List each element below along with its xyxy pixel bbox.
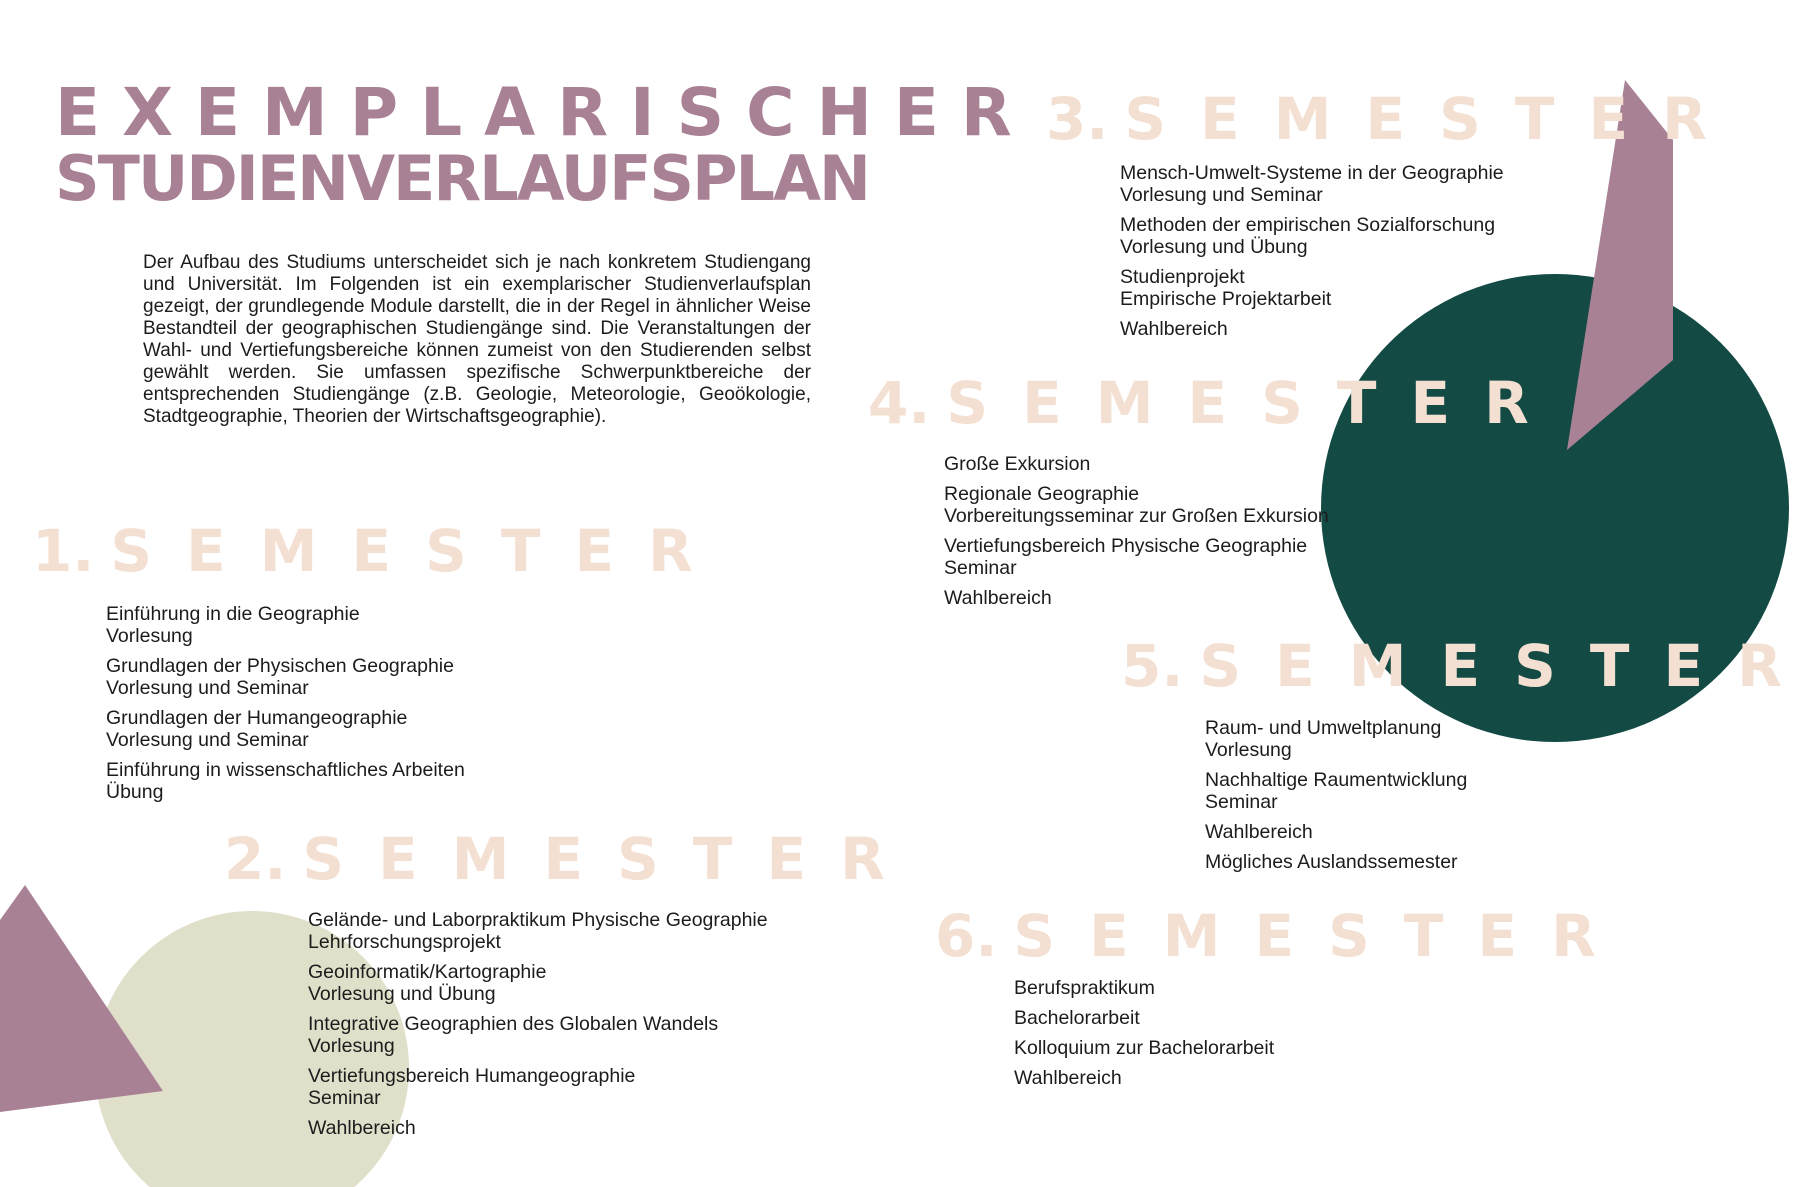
course-type: Vorlesung und Seminar bbox=[106, 677, 309, 699]
course-item bbox=[1014, 977, 1274, 999]
semester-3-heading bbox=[1046, 85, 1741, 153]
course-item bbox=[1120, 318, 1504, 340]
course-type: Lehrforschungsprojekt bbox=[308, 931, 501, 953]
course-item bbox=[1205, 821, 1467, 843]
page-title-line-2: STUDIENVERLAUFSPLAN bbox=[55, 142, 869, 215]
course-item bbox=[1120, 266, 1504, 310]
course-type: Seminar bbox=[308, 1087, 381, 1109]
course-title: Berufspraktikum bbox=[1014, 977, 1155, 999]
course-item bbox=[308, 1013, 768, 1057]
course-type: Empirische Projektarbeit bbox=[1120, 288, 1332, 310]
semester-label: SEMESTER bbox=[1013, 902, 1630, 970]
semester-6-course-list bbox=[1014, 977, 1274, 1097]
course-title: Mögliches Auslandssemester bbox=[1205, 851, 1458, 873]
course-title: Raum- und Umweltplanung bbox=[1205, 717, 1442, 739]
semester-label: SEMESTER bbox=[302, 825, 919, 893]
semester-3-course-list bbox=[1120, 162, 1504, 348]
semester-5-course-list bbox=[1205, 717, 1467, 881]
semester-number: 6. bbox=[935, 902, 998, 970]
course-item bbox=[1014, 1007, 1274, 1029]
page-title-line-1: EXEMPLARISCHER bbox=[55, 74, 1034, 151]
course-type: Seminar bbox=[1205, 791, 1278, 813]
course-item bbox=[1205, 769, 1467, 813]
course-item bbox=[106, 603, 465, 647]
course-title: Einführung in die Geographie bbox=[106, 603, 360, 625]
course-title: Gelände- und Laborpraktikum Physische Geographie bbox=[308, 909, 768, 931]
course-title: Nachhaltige Raumentwicklung bbox=[1205, 769, 1468, 791]
course-title: Methoden der empirischen Sozialforschung bbox=[1120, 214, 1496, 236]
semester-label: SEMESTER bbox=[946, 369, 1563, 437]
course-item bbox=[308, 961, 768, 1005]
course-item bbox=[1014, 1037, 1274, 1059]
course-title: Wahlbereich bbox=[1205, 821, 1313, 843]
semester-2-course-list bbox=[308, 909, 768, 1147]
semester-1-heading bbox=[32, 517, 727, 585]
semester-number: 4. bbox=[868, 369, 931, 437]
semester-4-heading bbox=[868, 369, 1563, 437]
course-type: Vorlesung und Übung bbox=[308, 983, 496, 1005]
semester-label: SEMESTER bbox=[1199, 632, 1816, 700]
course-item bbox=[308, 909, 768, 953]
semester-label: SEMESTER bbox=[1124, 85, 1741, 153]
course-title: Kolloquium zur Bachelorarbeit bbox=[1014, 1037, 1275, 1059]
course-item bbox=[308, 1065, 768, 1109]
course-title: Wahlbereich bbox=[1014, 1067, 1122, 1089]
course-item bbox=[106, 655, 465, 699]
course-item bbox=[944, 483, 1329, 527]
course-title: Regionale Geographie bbox=[944, 483, 1140, 505]
course-type: Vorlesung bbox=[106, 625, 193, 647]
semester-label: SEMESTER bbox=[110, 517, 727, 585]
course-title: Geoinformatik/Kartographie bbox=[308, 961, 547, 983]
semester-number: 1. bbox=[32, 517, 95, 585]
course-title: Wahlbereich bbox=[944, 587, 1052, 609]
course-title: Vertiefungsbereich Physische Geographie bbox=[944, 535, 1308, 557]
course-item bbox=[308, 1117, 768, 1139]
course-title: Studienprojekt bbox=[1120, 266, 1245, 288]
course-item bbox=[106, 707, 465, 751]
course-item bbox=[1014, 1067, 1274, 1089]
course-title: Bachelorarbeit bbox=[1014, 1007, 1140, 1029]
semester-4-course-list bbox=[944, 453, 1329, 617]
course-title: Grundlagen der Humangeographie bbox=[106, 707, 408, 729]
course-type: Vorlesung und Übung bbox=[1120, 236, 1308, 258]
course-type: Übung bbox=[106, 781, 164, 803]
course-title: Vertiefungsbereich Humangeographie bbox=[308, 1065, 636, 1087]
course-title: Grundlagen der Physischen Geographie bbox=[106, 655, 454, 677]
course-type: Vorlesung bbox=[1205, 739, 1292, 761]
course-item bbox=[1120, 162, 1504, 206]
semester-2-heading bbox=[224, 825, 919, 893]
course-item bbox=[106, 759, 465, 803]
course-type: Vorlesung und Seminar bbox=[106, 729, 309, 751]
course-item bbox=[944, 587, 1329, 609]
course-title: Einführung in wissenschaftliches Arbeiten bbox=[106, 759, 465, 781]
semester-6-heading bbox=[935, 902, 1630, 970]
semester-number: 2. bbox=[224, 825, 287, 893]
semester-5-heading bbox=[1121, 632, 1816, 700]
course-title: Mensch-Umwelt-Systeme in der Geographie bbox=[1120, 162, 1504, 184]
semester-number: 3. bbox=[1046, 85, 1109, 153]
course-item bbox=[944, 453, 1329, 475]
course-title: Integrative Geographien des Globalen Wandels bbox=[308, 1013, 719, 1035]
course-type: Vorbereitungsseminar zur Großen Exkursion bbox=[944, 505, 1329, 527]
semester-1-course-list bbox=[106, 603, 465, 811]
course-item bbox=[1205, 851, 1467, 873]
course-item bbox=[1205, 717, 1467, 761]
course-title: Große Exkursion bbox=[944, 453, 1091, 475]
course-type: Seminar bbox=[944, 557, 1017, 579]
semester-number: 5. bbox=[1121, 632, 1184, 700]
course-item bbox=[944, 535, 1329, 579]
course-item bbox=[1120, 214, 1504, 258]
course-title: Wahlbereich bbox=[308, 1117, 416, 1139]
course-type: Vorlesung bbox=[308, 1035, 395, 1057]
course-type: Vorlesung und Seminar bbox=[1120, 184, 1323, 206]
intro-paragraph: Der Aufbau des Studiums unterscheidet sich je nach konkretem Studiengang und Universität. Im Folgenden ist ein exemplarischer Studienverlaufsplan gezeigt, der grundlegende Module darstellt, die in der Regel in ähnlicher Weise Bestandteil der geographischen Studiengänge sind. Die Veranstaltungen der Wahl- und Vertiefungsbereiche können zumeist von den Studierenden selbst gewählt werden. Sie umfassen spezifische Schwerpunktbereiche der entsprechenden Studiengänge (z.B. Geologie, Meteorologie, Geoökologie, Stadtgeographie, Theorien der Wirtschaftsgeographie). bbox=[143, 252, 811, 427]
course-title: Wahlbereich bbox=[1120, 318, 1228, 340]
